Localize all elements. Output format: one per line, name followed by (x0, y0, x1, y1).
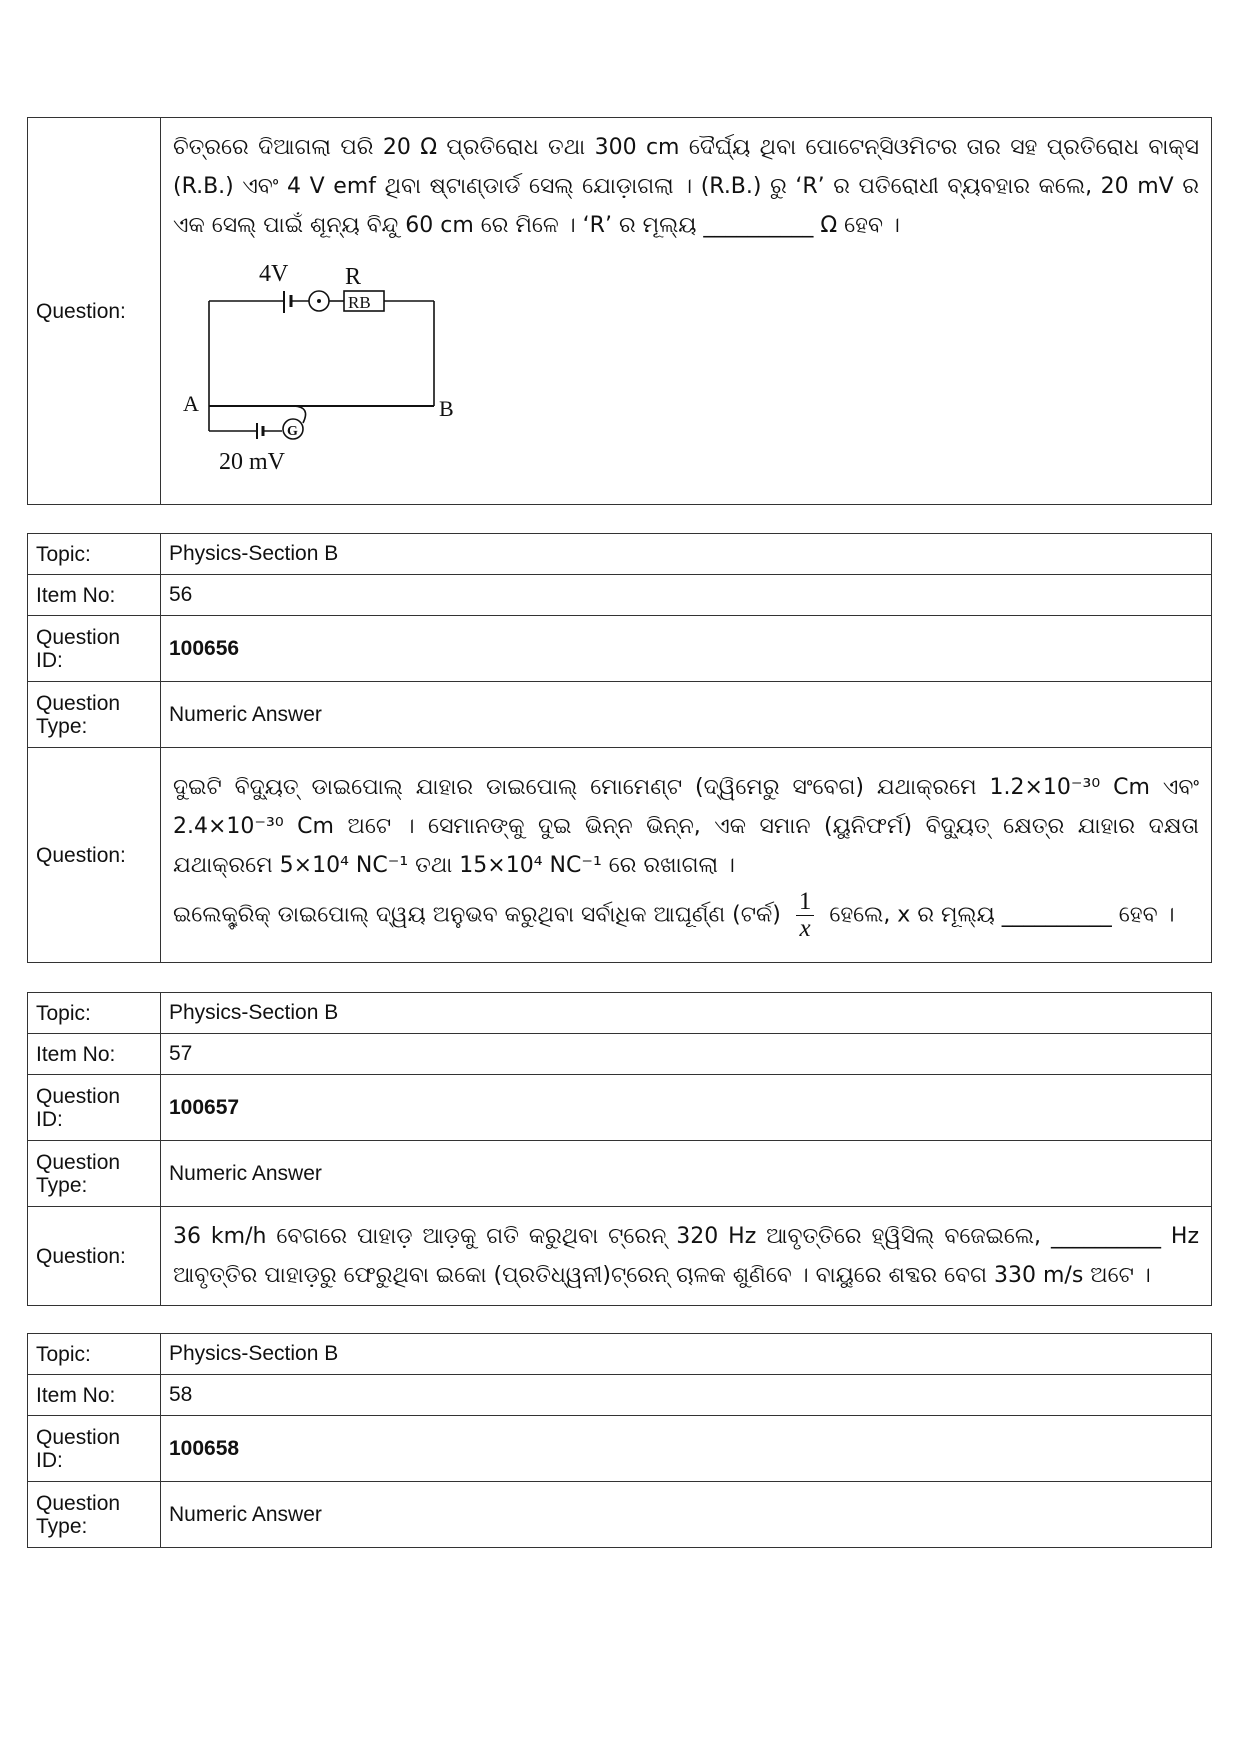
point-a-label: A (183, 391, 199, 416)
resistor-label: R (345, 264, 362, 290)
item-no-value: 57 (161, 1034, 1212, 1075)
fraction (796, 889, 815, 942)
jockey-wire (294, 406, 306, 423)
question-type-value: Numeric Answer (161, 1482, 1212, 1548)
question-id-value: 100656 (161, 616, 1212, 682)
question-block-55-continued (27, 117, 1212, 505)
question-text-post: ହେଲେ, x ର ମୂଲ୍ୟ __________ ହେବ । (829, 902, 1175, 928)
question-text-line2 (173, 889, 1199, 942)
item-no-label: Item No: (28, 575, 161, 616)
topic-value: Physics-Section B (161, 534, 1212, 575)
question-id-value: 100658 (161, 1416, 1212, 1482)
battery-label: 4V (259, 261, 289, 287)
fraction-denominator: x (799, 915, 811, 942)
question-type-label: Question Type: (28, 1482, 161, 1548)
question-text: 36 km/h ବେଗରେ ପାହାଡ଼ ଆଡ଼କୁ ଗତି କରୁଥିବା ଟ୍ରେନ୍ 320 Hz ଆବୃତ୍ତିରେ ହ୍ୱିସିଲ୍ ବଜେଇଲେ, __________ Hz ଆବୃତ୍ତିର ପାହାଡ଼ରୁ ଫେରୁଥିବା ଇକୋ (ପ୍ରତିଧ୍ୱନୀ)ଟ୍ରେନ୍ ଚାଳକ ଶୁଣିବେ । ବାୟୁରେ ଶବ୍ଦର ବେଗ 330 m/s ଅଟେ । (173, 1224, 1199, 1288)
item-no-value: 58 (161, 1375, 1212, 1416)
question-id-label: Question ID: (28, 1416, 161, 1482)
item-no-label: Item No: (28, 1034, 161, 1075)
topic-value: Physics-Section B (161, 993, 1212, 1034)
question-block-58 (27, 1333, 1212, 1548)
topic-label: Topic: (28, 993, 161, 1034)
item-no-value: 56 (161, 575, 1212, 616)
box-label: RB (348, 293, 371, 312)
topic-label: Topic: (28, 534, 161, 575)
question-cell (161, 1207, 1212, 1306)
question-id-label: Question ID: (28, 1075, 161, 1141)
question-text: ଚିତ୍ରରେ ଦିଆଗଲା ପରି 20 Ω ପ୍ରତିରୋଧ ତଥା 300 cm ଦୈର୍ଘ୍ୟ ଥିବା ପୋଟେନ୍‌ସିଓମିଟର ତାର ସହ ପ୍ରତିରୋଧ ବାକ୍ସ (R.B.) ଏବଂ 4 V emf ଥିବା ଷ୍ଟାଣ୍ଡାର୍ଡ ସେଲ୍ ଯୋଡ଼ାଗଲା । (R.B.) ରୁ ‘R’ ର ପତିରୋଧୀ ବ୍ୟବହାର କଲେ, 20 mV ର ଏକ ସେଲ୍ ପାଇଁ ଶୂନ୍ୟ ବିନ୍ଦୁ 60 cm ରେ ମିଳେ । ‘R’ ର ମୂଲ୍ୟ __________ Ω ହେବ । (173, 135, 1199, 238)
question-text-pre: ଇଲେକ୍ଟ୍ରିକ୍ ଡାଇପୋଲ୍ ଦ୍ୱୟ ଅନୁଭବ କରୁଥିବା ସର୍ବାଧିକ ଆଘୂର୍ଣ୍ଣ (ଟର୍କ) (173, 902, 781, 928)
circuit-diagram (179, 251, 479, 481)
item-no-label: Item No: (28, 1375, 161, 1416)
point-b-label: B (439, 396, 454, 421)
question-type-label: Question Type: (28, 1141, 161, 1207)
question-block-56 (27, 533, 1212, 963)
topic-value: Physics-Section B (161, 1334, 1212, 1375)
question-label: Question: (28, 1207, 161, 1306)
question-text: ଦୁଇଟି ବିଦ୍ୟୁତ୍ ଡାଇପୋଲ୍ ଯାହାର ଡାଇପୋଲ୍ ମୋମେଣ୍ଟ (ଦ୍ୱିମେରୁ ସଂବେଗ) ଯଥାକ୍ରମେ 1.2×10⁻³⁰ Cm ଏବଂ 2.4×10⁻³⁰ Cm ଅଟେ । ସେମାନଙ୍କୁ ଦୁଇ ଭିନ୍ନ ଭିନ୍ନ, ଏକ ସମାନ (ୟୁନିଫର୍ମ) ବିଦ୍ୟୁତ୍ କ୍ଷେତ୍ର ଯାହାର ଦକ୍ଷତା ଯଥାକ୍ରମେ 5×10⁴ NC⁻¹ ତଥା 15×10⁴ NC⁻¹ ରେ ରଖାଗଲା । (173, 775, 1199, 878)
fraction-numerator: 1 (796, 889, 815, 916)
topic-label: Topic: (28, 1334, 161, 1375)
question-type-value: Numeric Answer (161, 1141, 1212, 1207)
question-cell (161, 748, 1212, 963)
question-block-57 (27, 992, 1212, 1306)
question-type-label: Question Type: (28, 682, 161, 748)
question-cell (161, 118, 1212, 505)
question-label: Question: (28, 748, 161, 963)
question-type-value: Numeric Answer (161, 682, 1212, 748)
question-id-value: 100657 (161, 1075, 1212, 1141)
question-label: Question: (28, 118, 161, 505)
cell-label: 20 mV (219, 449, 285, 475)
question-id-label: Question ID: (28, 616, 161, 682)
galvanometer-label: G (287, 424, 298, 439)
